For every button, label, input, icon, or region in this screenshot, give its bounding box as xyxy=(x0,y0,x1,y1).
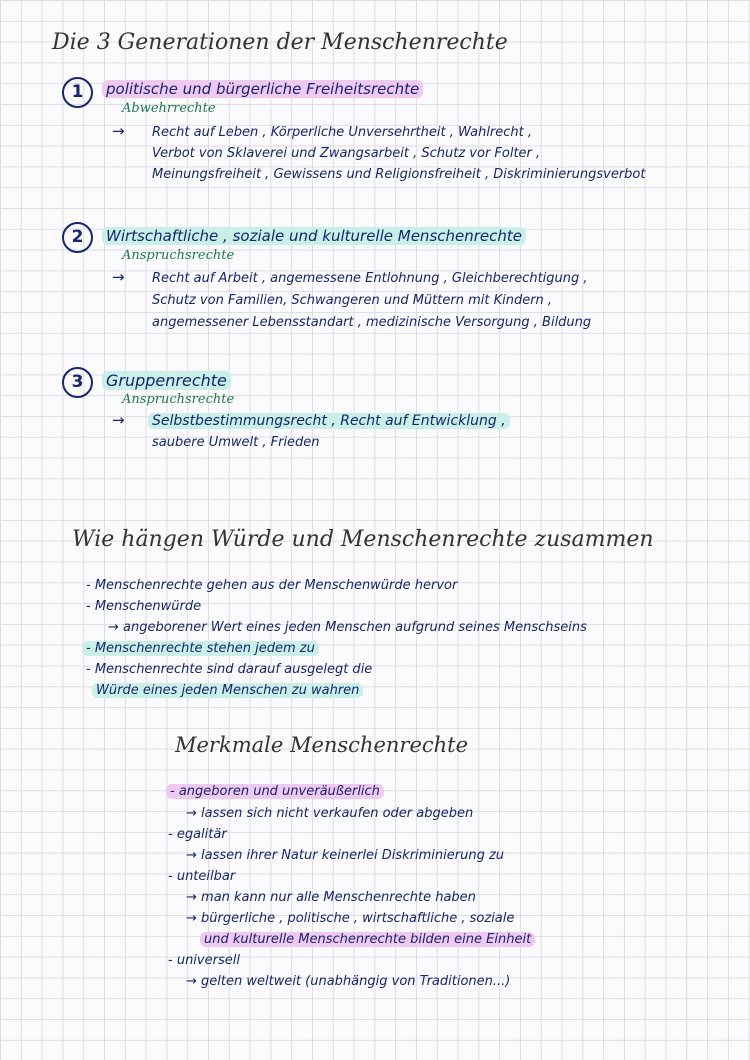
gen1-line: Verbot von Sklaverei und Zwangsarbeit , Schutz vor Folter , xyxy=(152,146,541,161)
gen3-heading: Gruppenrechte xyxy=(102,371,231,390)
section3-line: → bürgerliche , politische , wirtschaftliche , soziale xyxy=(186,911,515,926)
section3-line: → lassen ihrer Natur keinerlei Diskriminierung zu xyxy=(186,848,505,863)
section2-line: - Menschenrechte sind darauf ausgelegt die xyxy=(86,662,373,677)
gen3-line: Selbstbestimmungsrecht , Recht auf Entwicklung , xyxy=(148,413,510,429)
arrow-icon: → xyxy=(112,122,125,140)
number-circle-2: 2 xyxy=(62,222,93,253)
section3-line: → lassen sich nicht verkaufen oder abgeben xyxy=(186,806,474,821)
section3-title: Merkmale Menschenrechte xyxy=(175,733,469,757)
gen2-subtitle: Anspruchsrechte xyxy=(122,248,235,263)
gen1-line: Meinungsfreiheit , Gewissens und Religionsfreiheit , Diskriminierungsverbot xyxy=(152,167,646,182)
gen2-line: Schutz von Familien, Schwangeren und Müttern mit Kindern , xyxy=(152,293,553,308)
section3-line: → gelten weltweit (unabhängig von Traditionen...) xyxy=(186,974,511,989)
section2-title: Wie hängen Würde und Menschenrechte zusammen xyxy=(72,527,654,552)
section3-line: und kulturelle Menschenrechte bilden eine Einheit xyxy=(200,932,535,947)
section3-line: - angeboren und unveräußerlich xyxy=(166,784,384,799)
gen2-line: Recht auf Arbeit , angemessene Entlohnung , Gleichberechtigung , xyxy=(152,271,588,286)
section2-line: → angeborener Wert eines jeden Menschen aufgrund seines Menschseins xyxy=(108,620,587,635)
gen3-line: saubere Umwelt , Frieden xyxy=(152,435,320,450)
number-circle-3: 3 xyxy=(62,367,93,398)
arrow-icon: → xyxy=(112,268,125,286)
section2-line: - Menschenrechte stehen jedem zu xyxy=(82,641,319,656)
gen2-line: angemessener Lebensstandart , medizinische Versorgung , Bildung xyxy=(152,315,592,330)
arrow-icon: → xyxy=(112,411,125,429)
gen1-line: Recht auf Leben , Körperliche Unversehrtheit , Wahlrecht , xyxy=(152,125,533,140)
gen2-heading: Wirtschaftliche , soziale und kulturelle Menschenrechte xyxy=(102,227,526,245)
section3-line: - universell xyxy=(168,953,240,968)
gen1-heading: politische und bürgerliche Freiheitsrechte xyxy=(102,80,423,98)
section2-line: - Menschenrechte gehen aus der Menschenwürde hervor xyxy=(86,578,458,593)
gen3-subtitle: Anspruchsrechte xyxy=(122,392,235,407)
section2-line: Würde eines jeden Menschen zu wahren xyxy=(92,683,363,698)
section2-line: - Menschenwürde xyxy=(86,599,202,614)
section3-line: - unteilbar xyxy=(168,869,236,884)
number-circle-1: 1 xyxy=(62,77,93,108)
section3-line: → man kann nur alle Menschenrechte haben xyxy=(186,890,476,905)
page-title: Die 3 Generationen der Menschenrechte xyxy=(52,30,508,55)
section3-line: - egalitär xyxy=(168,827,227,842)
gen1-subtitle: Abwehrrechte xyxy=(122,101,216,116)
